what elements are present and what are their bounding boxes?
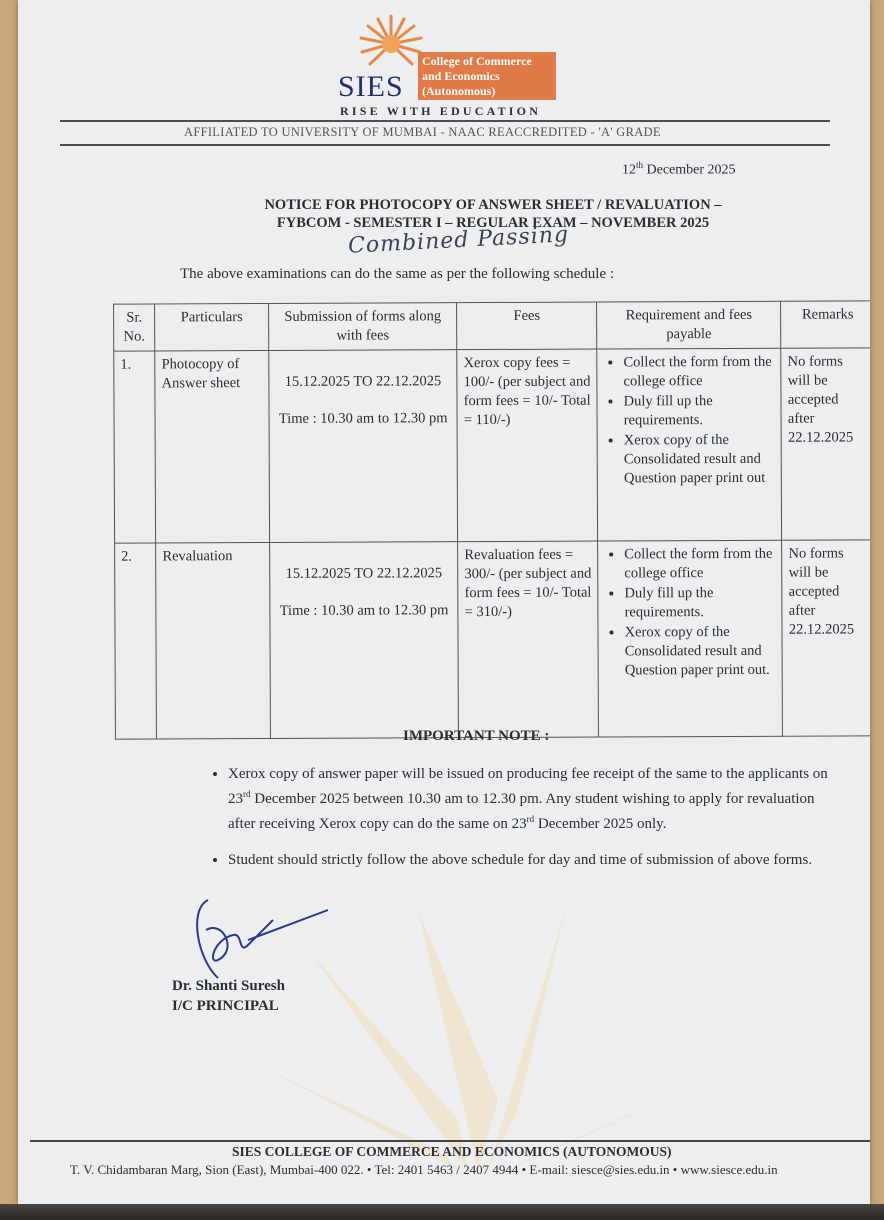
requirement-item: • Duly fill up the requirements.: [624, 584, 775, 623]
note-text: December 2025 between 10.30 am to 12.30 pm. Any student wishing to apply for revaluation after receiving Xerox copy can do the same on 23: [228, 791, 815, 832]
row-particulars: Photocopy of Answer sheet: [155, 350, 270, 542]
notice-date: [622, 160, 736, 179]
row-submission: [270, 542, 459, 739]
tagline: RISE WITH EDUCATION: [340, 104, 542, 118]
footer-address: T. V. Chidambaran Marg, Sion (East), Mumbai-400 022. • Tel: 2401 5463 / 2407 4944 • E-mail: siesce@sies.edu.in • www.siesce.edu.in: [70, 1162, 778, 1177]
date-suffix: th: [636, 160, 644, 170]
note-item: • Student should strictly follow the above schedule for day and time of submission of above forms.: [228, 850, 828, 870]
table-row: [115, 540, 870, 739]
row-remarks: No forms will be accepted after 22.12.2025: [781, 348, 870, 540]
row-time: Time : 10.30 am to 12.30 pm: [278, 410, 448, 427]
table-row: [114, 348, 870, 543]
college-logo: [336, 14, 586, 124]
college-line-1: College of Commerce: [422, 54, 532, 68]
row-time: Time : 10.30 am to 12.30 pm: [279, 602, 449, 619]
requirement-item: • Collect the form from the college office: [624, 545, 775, 584]
title-line-1: NOTICE FOR PHOTOCOPY OF ANSWER SHEET / REVALUATION –: [264, 197, 722, 213]
note-text: Xerox copy of answer paper will be issued on producing fee receipt of the same to the applicants on 23: [228, 766, 828, 807]
signature-icon: [178, 890, 338, 980]
date-rest: December 2025: [646, 162, 736, 178]
row-remarks: No forms will be accepted after 22.12.2025: [782, 540, 870, 736]
header-rule-bottom: [60, 144, 830, 146]
title-line-2: FYBCOM - SEMESTER I – REGULAR EXAM – NOVEMBER 2025: [276, 215, 710, 231]
schedule-table: [113, 300, 870, 739]
header-fees: Fees: [457, 302, 597, 350]
logo-text: SIES: [338, 70, 404, 103]
signatory-block: [172, 976, 285, 1016]
header-remarks: Remarks: [781, 301, 870, 348]
important-note-heading: IMPORTANT NOTE :: [403, 728, 550, 744]
header-submission: Submission of forms along with fees: [269, 303, 457, 351]
college-name-box: [418, 52, 556, 100]
row-requirements: [598, 540, 783, 737]
desk-edge: [0, 1204, 884, 1220]
row-particulars: Revaluation: [156, 542, 271, 738]
row-sr: 2.: [115, 543, 157, 739]
note-text: December 2025 only.: [534, 816, 667, 832]
footer-college-name: SIES COLLEGE OF COMMERCE AND ECONOMICS (AUTONOMOUS): [232, 1144, 672, 1159]
row-fees: Revaluation fees = 300/- (per subject and form fees = 10/- Total = 310/-): [458, 541, 599, 738]
row-submission: [269, 350, 458, 543]
row-fees: Xerox copy fees = 100/- (per subject and form fees = 10/- Total = 110/-): [457, 349, 598, 542]
requirement-item: • Collect the form from the college office: [623, 353, 774, 392]
footer-rule: [30, 1140, 870, 1142]
requirement-item: • Xerox copy of the Consolidated result and Question paper print out: [624, 431, 775, 489]
row-sr: 1.: [114, 351, 156, 543]
header-requirement: Requirement and fees payable: [597, 301, 781, 349]
table-header-row: [114, 301, 870, 351]
requirement-item: • Xerox copy of the Consolidated result and Question paper print out.: [625, 623, 776, 681]
college-line-2: and Economics: [422, 69, 500, 83]
note-sup: rd: [243, 789, 251, 799]
header-rule-top: [60, 120, 830, 122]
affiliation-line: AFFILIATED TO UNIVERSITY OF MUMBAI - NAAC REACCREDITED - 'A' GRADE: [184, 125, 661, 139]
header-sr: Sr. No.: [114, 304, 155, 351]
handwritten-note: Combined Passing: [347, 222, 570, 259]
note-sup: rd: [526, 814, 535, 824]
signatory-designation: I/C PRINCIPAL: [172, 998, 279, 1014]
important-notes-list: [204, 764, 828, 886]
note-item: [228, 764, 828, 834]
requirement-item: • Duly fill up the requirements.: [624, 392, 775, 431]
header-particulars: Particulars: [155, 303, 269, 350]
date-day: 12: [622, 162, 636, 178]
row-dates: 15.12.2025 TO 22.12.2025: [284, 373, 442, 390]
row-dates: 15.12.2025 TO 22.12.2025: [285, 565, 443, 582]
college-line-3: (Autonomous): [422, 84, 496, 98]
row-requirements: [597, 348, 782, 541]
intro-text: The above examinations can do the same as per the following schedule :: [180, 266, 615, 282]
notice-page: [18, 0, 870, 1204]
sun-logo-icon: [356, 14, 426, 74]
signatory-name: Dr. Shanti Suresh: [172, 978, 285, 994]
